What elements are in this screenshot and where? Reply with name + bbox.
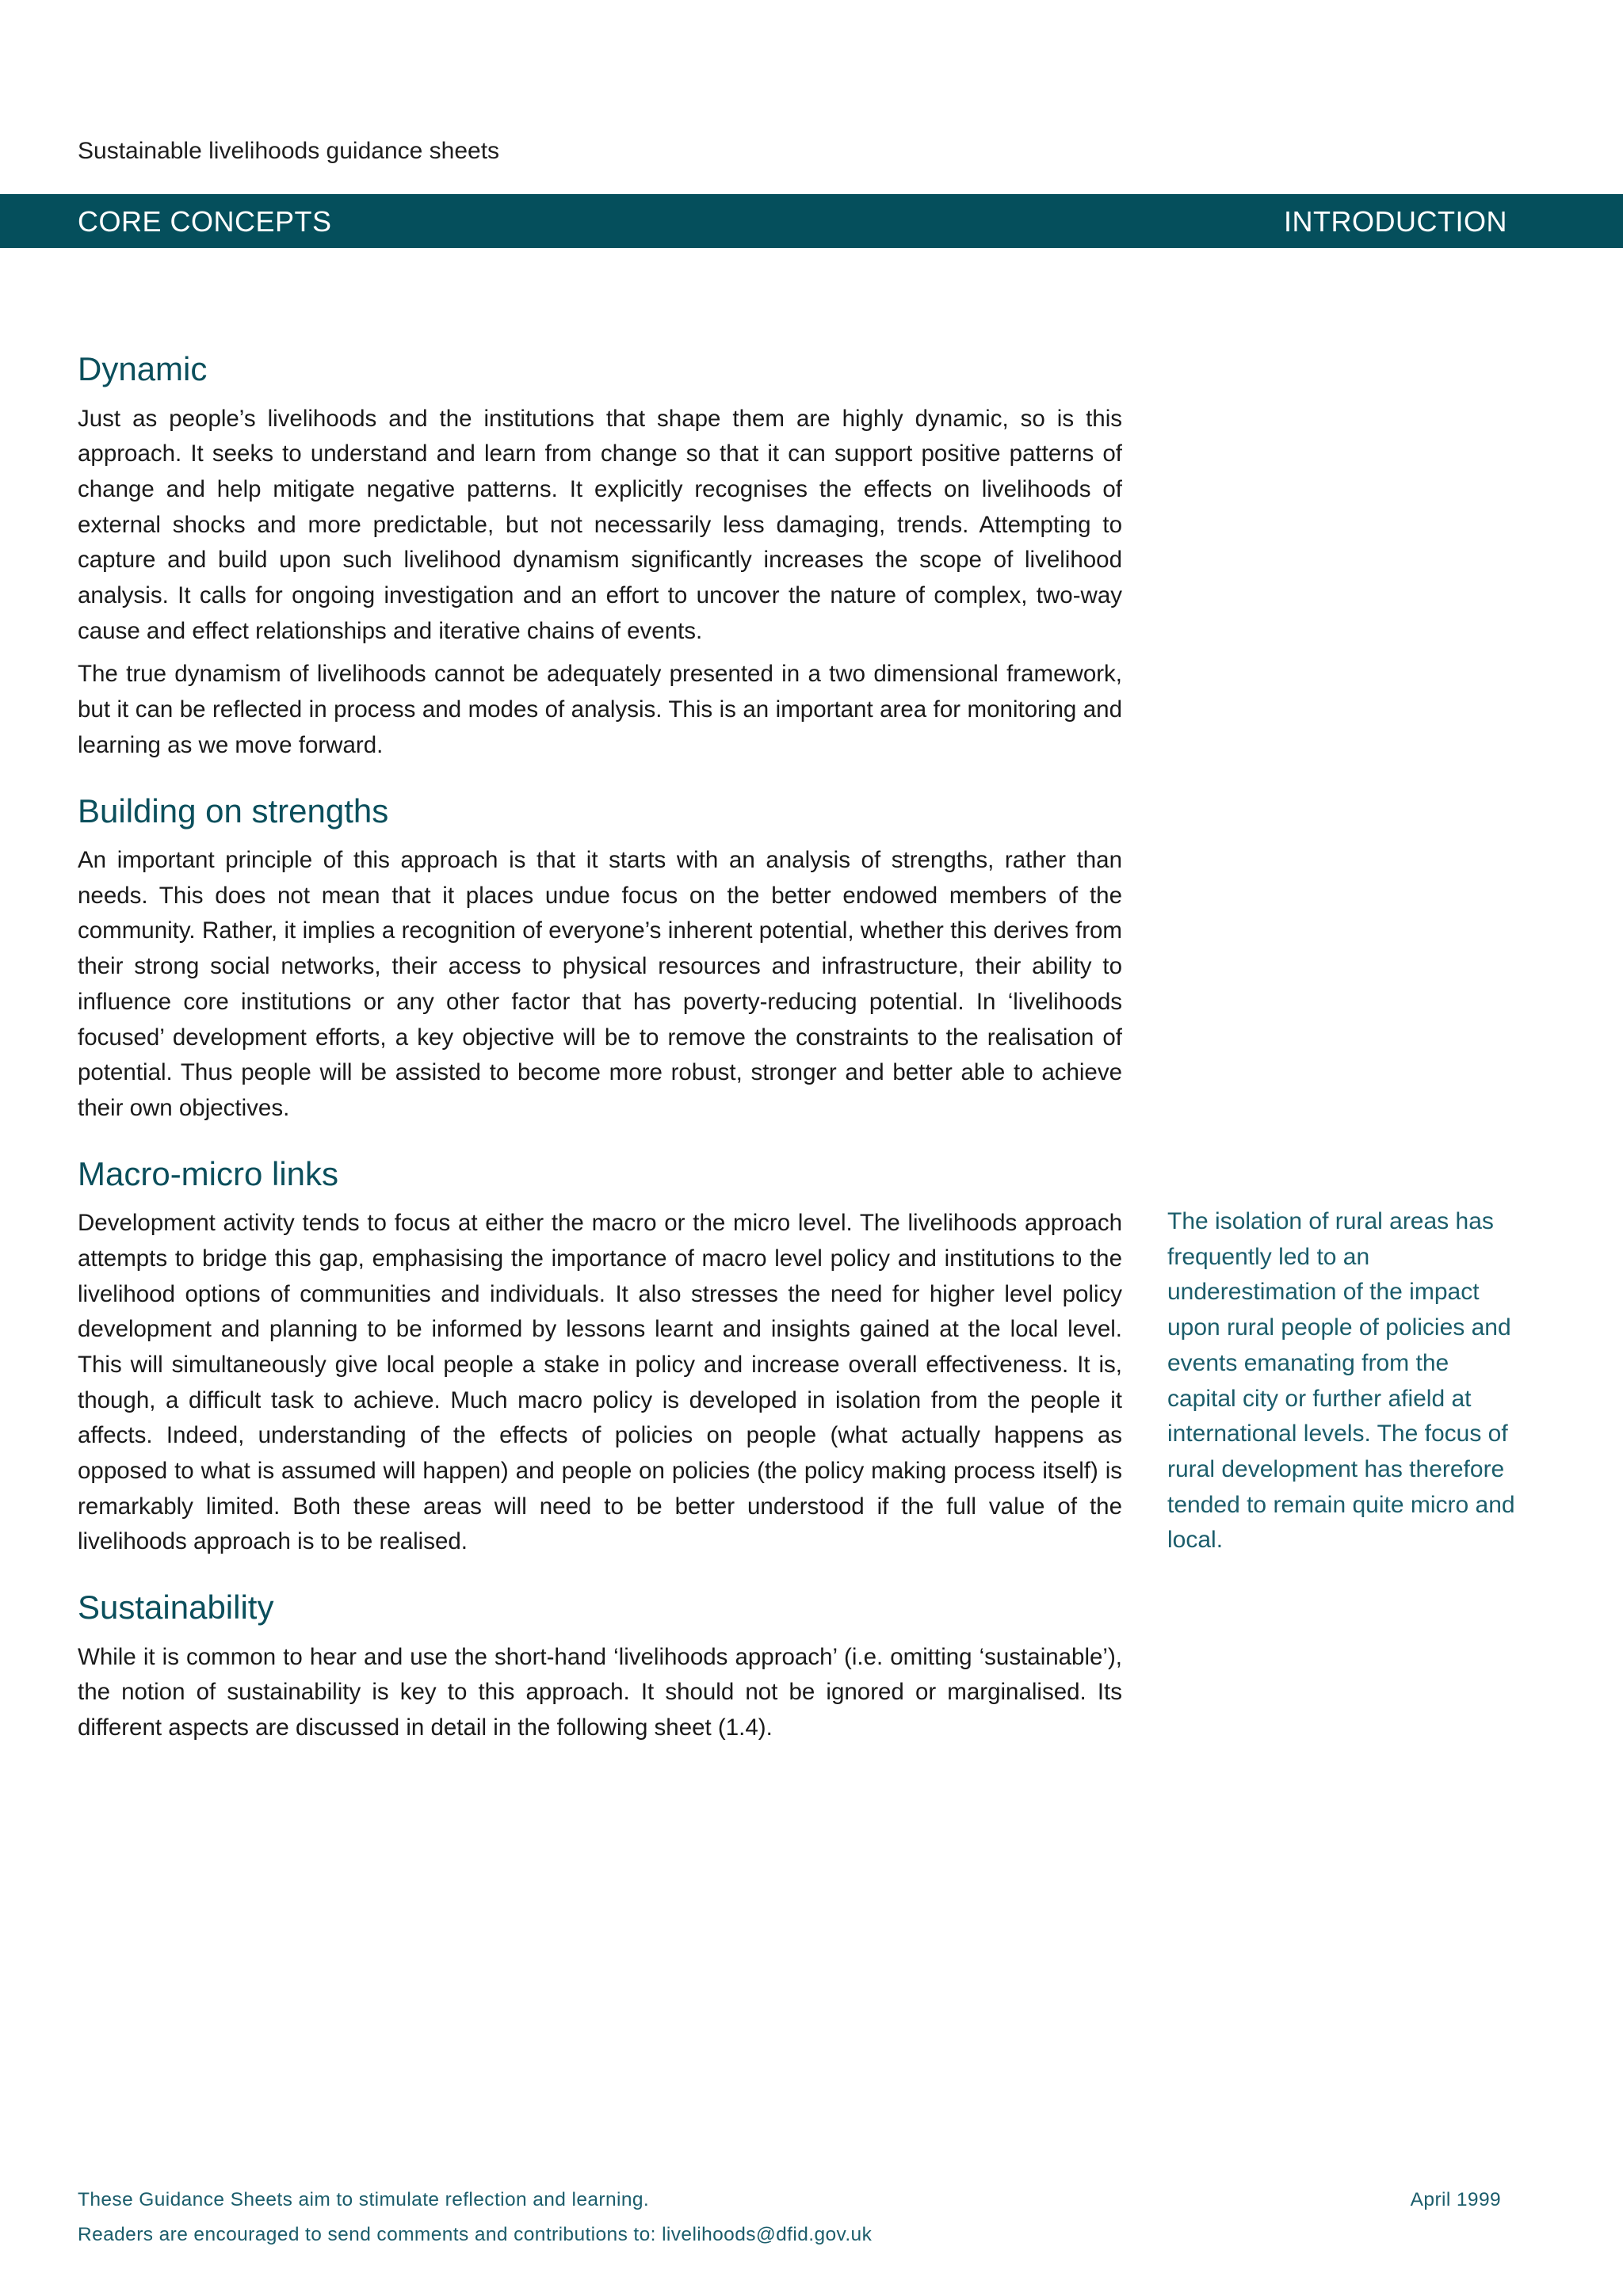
margin-note: The isolation of rural areas has frequently led to an underestimation of the impact upon rural people of policies and events emanating from the capital city or further afield at international levels. The focus of rural development has therefore tended to remain quite micro and local.: [1167, 1208, 1515, 1554]
footer-line: Readers are encouraged to send comments and contributions to: livelihoods@dfid.gov.uk: [78, 2224, 873, 2245]
section-sustainability: [78, 1587, 1122, 1746]
section-bar: [0, 194, 1623, 248]
section-label-core-concepts: CORE CONCEPTS: [78, 205, 332, 238]
running-title: Sustainable livelihoods guidance sheets: [78, 138, 500, 164]
footer-date: April 1999: [1410, 2189, 1501, 2210]
section-heading: Dynamic: [78, 350, 208, 387]
section-heading: Sustainability: [78, 1589, 274, 1627]
section-heading: Building on strengths: [78, 791, 389, 830]
section-dynamic: [78, 349, 1122, 764]
section-heading: Macro-micro links: [78, 1154, 339, 1192]
footer-line: These Guidance Sheets aim to stimulate reflection and learning.: [78, 2189, 650, 2210]
footer-note: [78, 2183, 872, 2252]
section-label-introduction: INTRODUCTION: [1284, 205, 1507, 238]
paragraph: Development activity tends to focus at either the macro or the micro level. The livelihoods approach attempts to bridge this gap, emphasising the importance of macro level policy and institutions to the livelihood options of communities and individuals. It also stresses the need for higher level policy development and planning to be informed by lessons learnt and insights gained at the local level. This will simultaneously give local people a stake in policy and increase overall effectiveness. It is, though, a difficult task to achieve. Much macro policy is developed in isolation from the people it affects. Indeed, understanding of the effects of policies on people (what actually happens as opposed to what is assumed will happen) and people on policies (the policy making process itself) is remarkably limited. Both these areas will need to be better understood if the full value of the livelihoods approach is to be realised.: [78, 1210, 1122, 1555]
paragraph: An important principle of this approach is that it starts with an analysis of strengths, rather than needs. This does not mean that it places undue focus on the better endowed members of the community. Rather, it implies a recognition of everyone’s inherent potential, whether this derives from their strong social networks, their access to physical resources and infrastructure, their ability to influence core institutions or any other factor that has poverty-reducing potential. In ‘livelihoods focused’ development efforts, a key objective will be to remove the constraints to the realisation of potential. Thus people will be assisted to become more robust, stronger and better able to achieve their own objectives.: [78, 847, 1122, 1121]
main-content: [78, 349, 1122, 1773]
paragraph: The true dynamism of livelihoods cannot be adequately presented in a two dimensional framework, but it can be reflected in process and modes of analysis. This is an important area for monitoring and learning as we move forward.: [78, 661, 1122, 758]
section-building-on-strengths: [78, 791, 1122, 1127]
paragraph: Just as people’s livelihoods and the institutions that shape them are highly dynamic, so is this approach. It seeks to understand and learn from change so that it can support positive patterns of change and help mitigate negative patterns. It explicitly recognises the effects on livelihoods of external shocks and more predictable, but not necessarily less damaging, trends. Attempting to capture and build upon such livelihood dynamism significantly increases the scope of livelihood analysis. It calls for ongoing investigation and an effort to uncover the nature of complex, two-way cause and effect relationships and iterative chains of events.: [78, 405, 1122, 644]
section-macro-micro-links: [78, 1154, 1122, 1561]
paragraph: While it is common to hear and use the short-hand ‘livelihoods approach’ (i.e. omitting ‘sustainable’), the notion of sustainability is key to this approach. It should not be ignored or marginalised. Its different aspects are discussed in detail in the following sheet (1.4).: [78, 1643, 1122, 1741]
